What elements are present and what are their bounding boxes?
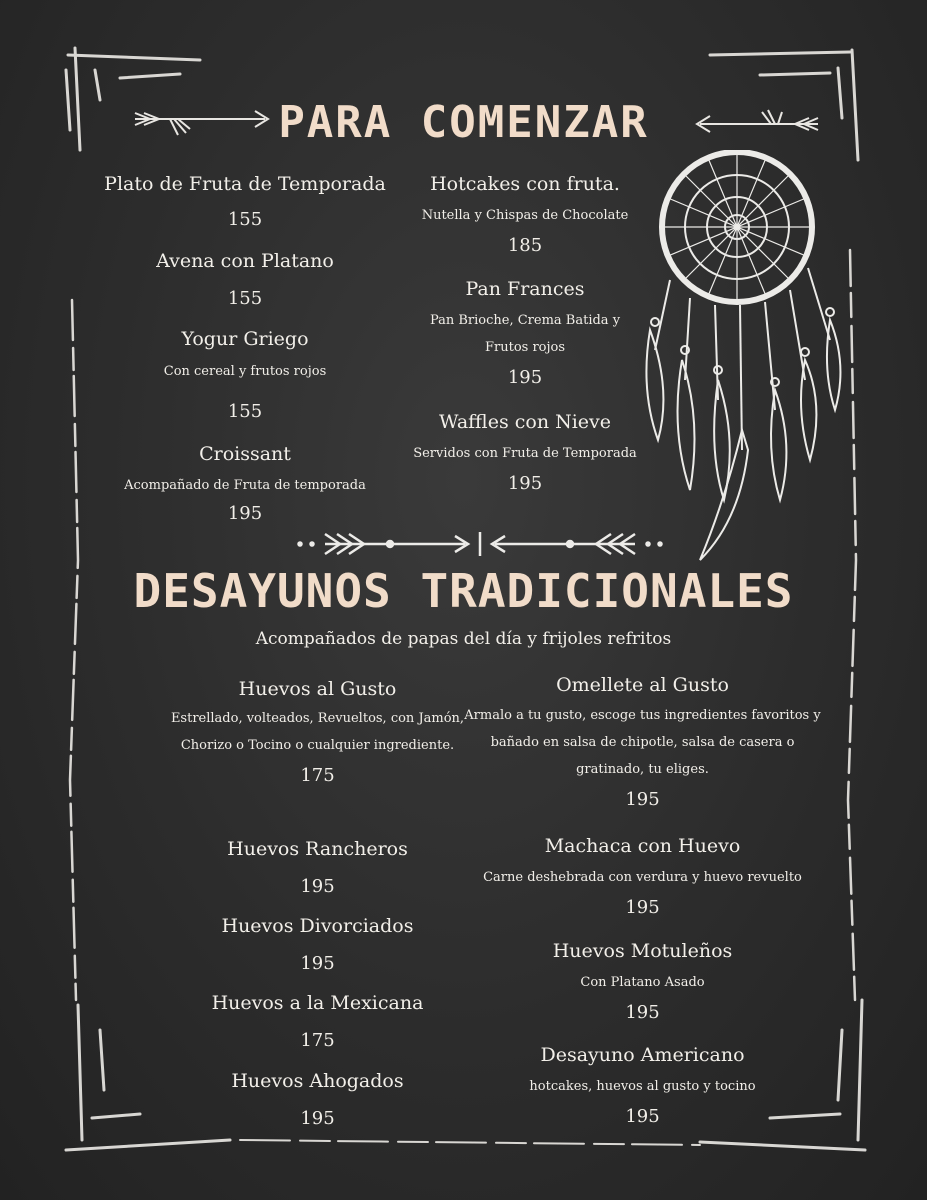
item-name: Croissant	[199, 443, 291, 465]
menu-item-yogur-griego	[90, 327, 400, 423]
item-description: hotcakes, huevos al gusto y tocino	[529, 1079, 756, 1094]
menu-item-machaca-con-huevo	[455, 834, 830, 919]
item-name: Huevos Rancheros	[227, 838, 408, 860]
item-name: Omellete al Gusto	[556, 674, 729, 696]
item-price: 195	[300, 876, 335, 897]
menu-item-avena	[90, 249, 400, 310]
item-description: Con Platano Asado	[580, 975, 705, 990]
item-price: 195	[507, 473, 543, 494]
menu-item-plato-de-fruta	[90, 172, 400, 231]
item-description: Armalo a tu gusto, escoge tus ingredientes favoritos y bañado en salsa de chipotle, salsa de casera o gratinado, tu eliges.	[464, 708, 821, 777]
item-price: 175	[300, 1030, 335, 1051]
item-name: Machaca con Huevo	[544, 835, 741, 857]
section-title-para-comenzar: PARA COMENZAR	[278, 97, 649, 148]
section-subtitle: Acompañados de papas del día y frijoles refritos	[255, 629, 672, 649]
item-name: Waffles con Nieve	[438, 411, 612, 433]
menu-item-huevos-al-gusto	[170, 677, 465, 787]
item-name: Huevos al Gusto	[238, 678, 397, 700]
item-description: Nutella y Chispas de Chocolate	[421, 208, 629, 223]
item-name: Huevos Ahogados	[231, 1070, 404, 1092]
menu-item-huevos-rancheros	[170, 837, 465, 898]
section-title-desayunos-tradicionales: DESAYUNOS TRADICIONALES	[133, 564, 794, 618]
menu-item-huevos-divorciados	[170, 914, 465, 975]
item-description: Carne deshebrada con verdura y huevo revuelto	[483, 870, 802, 885]
item-price: 195	[507, 367, 543, 388]
menu-item-huevos-ahogados	[170, 1069, 465, 1130]
menu-item-huevos-a-la-mexicana	[170, 991, 465, 1052]
item-description: Acompañado de Fruta de temporada	[124, 478, 366, 493]
item-price: 195	[300, 1108, 335, 1129]
item-name: Plato de Fruta de Temporada	[104, 173, 386, 195]
menu-item-huevos-motulenos	[455, 939, 830, 1024]
item-price: 195	[625, 897, 660, 918]
item-description: Pan Brioche, Crema Batida y Frutos rojos	[429, 313, 621, 355]
item-name: Hotcakes con fruta.	[430, 173, 620, 195]
item-price: 155	[227, 209, 263, 230]
item-price: 195	[625, 1002, 660, 1023]
item-price: 195	[625, 1106, 660, 1127]
item-price: 195	[227, 503, 263, 524]
item-name: Huevos Motuleños	[552, 940, 733, 962]
menu-item-omellete-al-gusto	[460, 673, 825, 811]
item-price: 175	[300, 765, 335, 786]
item-description: Con cereal y frutos rojos	[163, 364, 327, 379]
item-name: Huevos a la Mexicana	[211, 992, 424, 1014]
item-description: Servidos con Fruta de Temporada	[413, 446, 637, 461]
menu-item-hotcakes	[395, 172, 655, 257]
item-name: Avena con Platano	[156, 250, 334, 272]
item-description: Estrellado, volteados, Revueltos, con Jamón, Chorizo o Tocino o cualquier ingrediente.	[170, 711, 465, 753]
item-name: Huevos Divorciados	[221, 915, 414, 937]
item-name: Desayuno Americano	[540, 1044, 745, 1066]
menu-item-croissant	[90, 442, 400, 525]
item-price: 195	[625, 789, 660, 810]
menu-item-waffles	[395, 410, 655, 495]
item-price: 155	[227, 401, 263, 422]
item-price: 195	[300, 953, 335, 974]
item-price: 185	[507, 235, 543, 256]
item-price: 155	[227, 288, 263, 309]
item-name: Pan Frances	[465, 278, 585, 300]
item-name: Yogur Griego	[181, 328, 309, 350]
arrows-divider-icon	[290, 528, 670, 560]
dreamcatcher-icon	[630, 150, 855, 575]
menu-item-pan-frances	[395, 277, 655, 389]
menu-item-desayuno-americano	[455, 1043, 830, 1128]
